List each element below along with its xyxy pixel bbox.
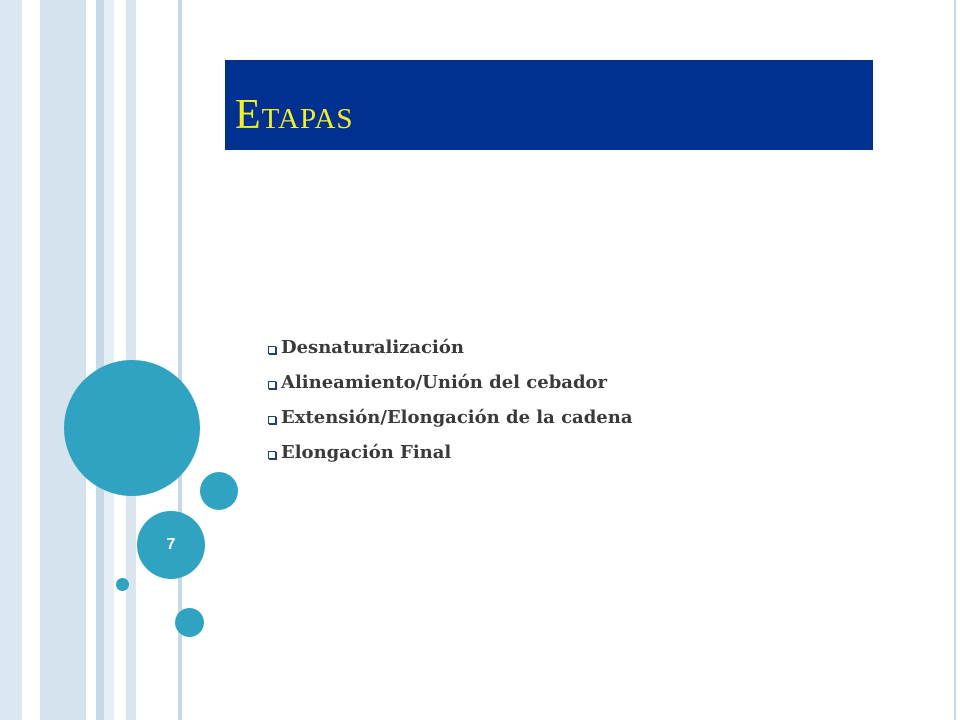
bullet-item [268,330,632,365]
decorative-stripe [86,0,96,720]
right-border-line [954,0,956,720]
decorative-circle-small [116,578,129,591]
decorative-stripe [22,0,40,720]
bullet-text: Elongación Final [281,442,452,463]
hollow-square-bullet-icon [268,381,276,389]
hollow-square-bullet-icon [268,451,276,459]
decorative-stripe [104,0,114,720]
decorative-stripe [40,0,86,720]
decorative-circle-small [175,608,204,637]
title-bar [225,60,873,150]
bullet-text: Alineamiento/Unión del cebador [281,372,608,393]
decorative-stripe [0,0,22,720]
hollow-square-bullet-icon [268,416,276,424]
bullet-text: Extensión/Elongación de la cadena [281,407,633,428]
hollow-square-bullet-icon [268,346,276,354]
decorative-circle-large [64,360,200,496]
bullet-item [268,435,632,470]
decorative-stripe [96,0,104,720]
page-number-badge [137,511,205,579]
slide-title: Etapas [235,92,354,138]
bullet-item [268,365,632,400]
bullet-item [268,400,632,435]
bullet-list [268,330,632,470]
bullet-text: Desnaturalización [281,337,464,358]
decorative-circle-medium [200,472,238,510]
page-number: 7 [166,536,176,553]
